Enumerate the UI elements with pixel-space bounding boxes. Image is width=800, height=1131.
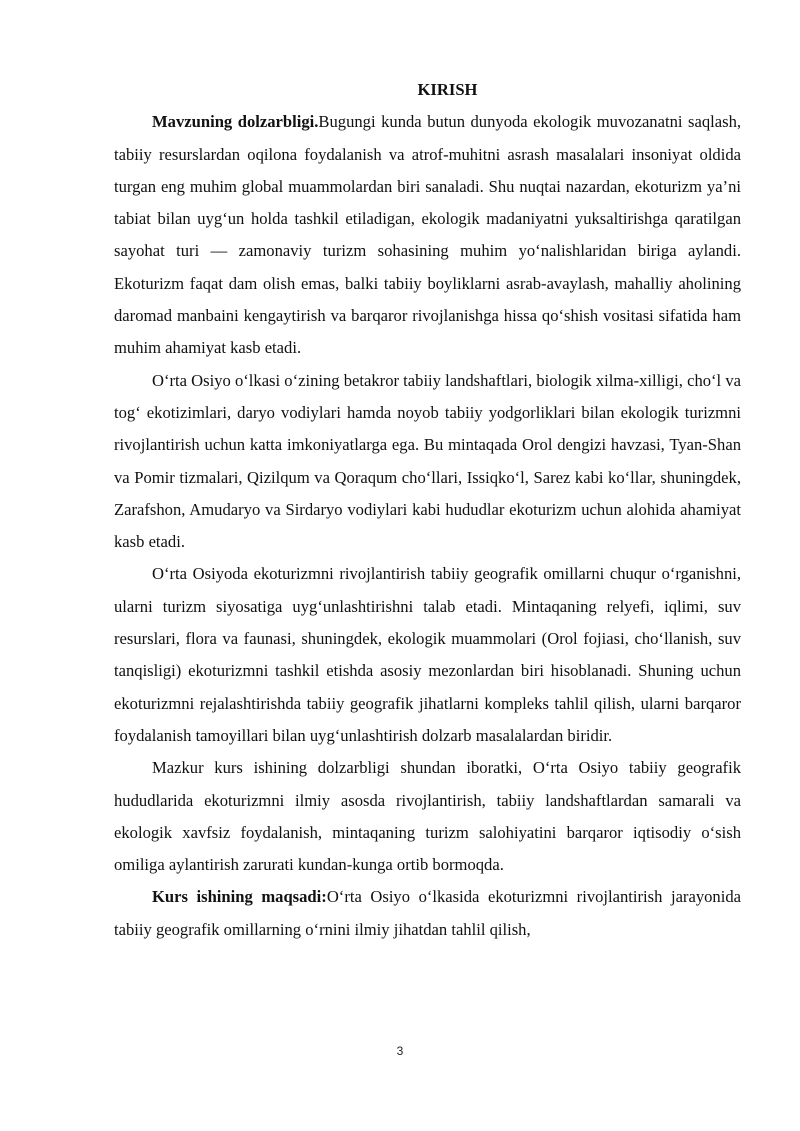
paragraph-text: O‘rta Osiyo o‘lkasida ekoturizmni rivojlantirish jarayonida tabiiy geografik omillarning o‘rnini ilmiy jihatdan tahlil qilish, (114, 887, 741, 939)
paragraph-relevance (114, 106, 741, 364)
paragraph-lead: Kurs ishining maqsadi: (152, 887, 327, 907)
page-title: KIRISH (417, 80, 478, 99)
page-body (114, 74, 741, 946)
paragraph-lead: Mavzuning dolzarbligi. (152, 112, 319, 132)
paragraph-goal (114, 881, 741, 946)
paragraph-text: Bugungi kunda butun dunyoda ekologik muvozanatni saqlash, tabiiy resurslardan oqilona foydalanish va atrof-muhitni asrash masalalari insoniyat oldida turgan eng muhim global muammolardan biri sanaladi. Shu nuqtai nazardan, ekoturizm ya’ni tabiat bilan uyg‘un holda tashkil etiladigan, ekologik madaniyatni yuksaltirishga qaratilgan sayohat turi — zamonaviy turizm sohasining muhim yo‘nalishlaridan biriga aylandi. Ekoturizm faqat dam olish emas, balki tabiiy boyliklarni asrab-avaylash, mahalliy aholining daromad manbaini kengaytirish va barqaror rivojlanishga hissa qo‘shish vositasi sifatida ham muhim ahamiyat kasb etadi. (114, 112, 742, 358)
paragraph-text: Mazkur kurs ishining dolzarbligi shundan iboratki, O‘rta Osiyo tabiiy geografik hududlarida ekoturizmni ilmiy asosda rivojlantirish, tabiiy landshaftlardan samarali va ekologik xavfsiz foydalanish, mintaqaning turizm salohiyatini barqaror iqtisodiy o‘sish omiliga aylantirish zarurati kundan-kunga ortib bormoqda. (114, 758, 741, 875)
paragraph-factors (114, 558, 741, 752)
page-number: 3 (396, 1044, 404, 1058)
paragraph-text: O‘rta Osiyoda ekoturizmni rivojlantirish tabiiy geografik omillarni chuqur o‘rganishni, ularni turizm siyosatiga uyg‘unlashtirishni talab etadi. Mintaqaning relyefi, iqlimi, suv resurslari, flora va faunasi, shuningdek, ekologik muammolari (Orol fojiasi, cho‘llanish, suv tanqisligi) ekoturizmni tashkil etishda asosiy mezonlardan biri hisoblanadi. Shuning uchun ekoturizmni rejalashtirishda tabiiy geografik jihatlarni kompleks tahlil qilish, ularni barqaror foydalanish tamoyillari bilan uyg‘unlashtirish dolzarb masalalardan biridir. (114, 564, 741, 745)
paragraph-region (114, 365, 741, 559)
paragraph-relevance-summary (114, 752, 741, 881)
paragraph-text: O‘rta Osiyo o‘lkasi o‘zining betakror tabiiy landshaftlari, biologik xilma-xilligi, cho‘l va tog‘ ekotizimlari, daryo vodiylari hamda noyob tabiiy yodgorliklari bilan ekologik turizmni rivojlantirish uchun katta imkoniyatlarga ega. Bu mintaqada Orol dengizi havzasi, Tyan-Shan va Pomir tizmalari, Qizilqum va Qoraqum cho‘llari, Issiqko‘l, Sarez kabi ko‘llar, shuningdek, Zarafshon, Amudaryo va Sirdaryo vodiylari kabi hududlar ekoturizm uchun alohida ahamiyat kasb etadi. (114, 370, 741, 552)
